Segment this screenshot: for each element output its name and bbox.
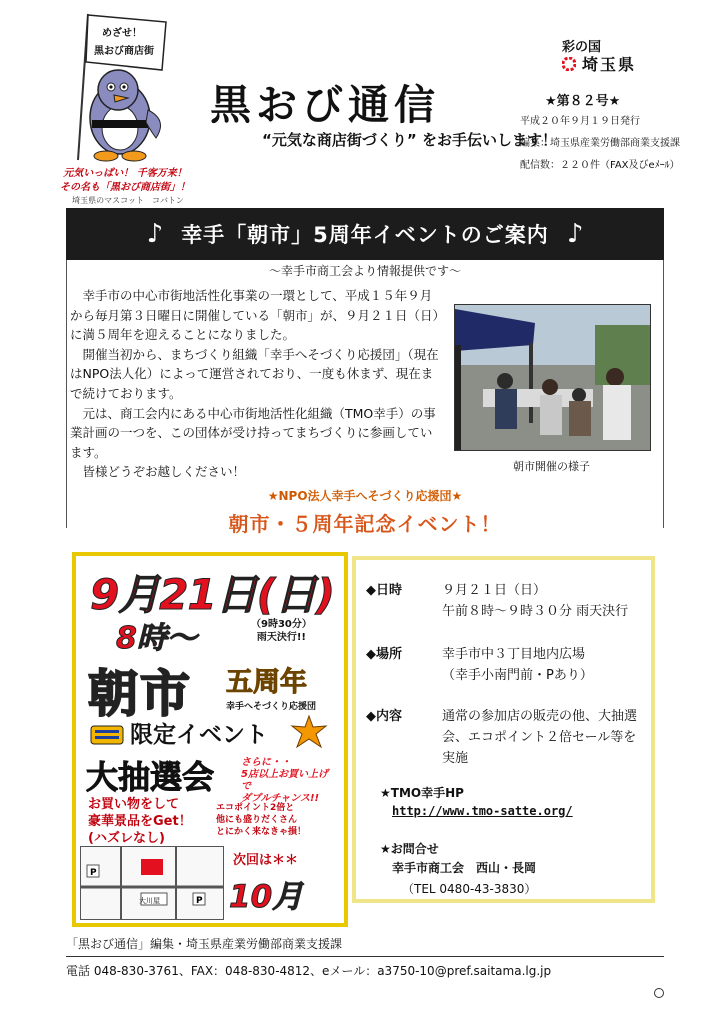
music-note-icon: ♪: [146, 219, 164, 249]
info-date-time: 午前８時～９時３０分 雨天決行: [442, 604, 629, 619]
npo-name: ★NPO法人幸手へそづくり応援団★: [267, 489, 463, 503]
mascot-illustration: [58, 10, 188, 170]
prefecture-name: [562, 52, 636, 75]
distribution-line: 配信数：２２０件（FAX及びeﾒｰﾙ）: [520, 160, 680, 171]
map-store-label: 大川屋: [139, 897, 160, 905]
poster-date: 9月21日(日): [90, 570, 335, 619]
article-body: [70, 286, 440, 482]
contact-phone: （TEL 0480-43-3830）: [402, 882, 537, 896]
editor-line: 編集：埼玉県産業労働部商業支援課: [520, 138, 680, 149]
poster-rain-note: 雨天決行!!: [256, 632, 306, 643]
photo-caption: 朝市開催の様子: [513, 460, 590, 473]
poster-time-note: [251, 618, 312, 644]
banner-title: 幸手「朝市」5周年イベントのご案内: [181, 223, 549, 247]
flag-text-1: めざせ！: [102, 28, 142, 39]
contact-organization: 幸手市商工会 西山・長岡: [392, 861, 537, 875]
footer: [66, 934, 664, 981]
burst-icon: [288, 714, 330, 750]
saitama-logo-icon: [562, 57, 576, 71]
slogan-line-2: その名も「黒おび商店街」！: [60, 182, 190, 193]
slogan-line-1: 元気いっぱい！ 千客万来！: [63, 168, 187, 179]
tmo-homepage-link[interactable]: http://www.tmo-satte.org/: [392, 804, 573, 818]
info-date-value: [442, 580, 652, 622]
poster-next-label: 次回は＊＊: [233, 853, 299, 868]
info-content-label: ◆内容: [366, 709, 402, 724]
poster-double-chance: [241, 757, 337, 805]
event-poster: [72, 552, 348, 927]
event-info-box: [352, 556, 655, 903]
poster-eco-2: 他にも盛りだくさん: [216, 815, 298, 825]
info-place-detail: （幸手小南門前・Pあり）: [442, 668, 593, 683]
newsletter-subtitle: “元気な商店街づくり” をお手伝いします！: [262, 131, 557, 149]
poster-further-2: 5店以上お買い上げで: [241, 769, 328, 792]
article-paragraph: 開催当初から、まちづくり組織「幸手へそづくり応援団」（現在はNPO法人化）によって運営されており、一度も休まず、現在まで続けております。: [70, 346, 439, 401]
poster-shopping-2: 豪華景品をGet！: [88, 814, 192, 829]
poster-lottery: 大抽選会: [86, 758, 215, 796]
music-note-icon: ♪: [566, 219, 584, 249]
poster-eco-note: [216, 802, 344, 838]
footer-editor: 「黒おび通信」編集・埼玉県産業労働部商業支援課: [66, 934, 664, 957]
prefecture-tagline: 彩の国: [562, 40, 602, 55]
article-paragraph: 幸手市の中心市街地活性化事業の一環として、平成１５年９月から毎月第３日曜日に開催している「朝市」が、９月２１日（日）に満５周年を迎えることになりました。: [70, 288, 439, 343]
poster-organizer: 幸手へそづくり応援団: [226, 702, 317, 712]
info-place-main: 幸手市中３丁目地内広場: [442, 647, 586, 662]
poster-prize-note: [88, 796, 192, 847]
info-content-value: 通常の参加店の販売の他、大抽選会、エコポイント２倍セール等を実施: [442, 709, 638, 766]
mascot-slogan: [50, 167, 200, 195]
hp-label: ★TMO幸手HP: [380, 786, 464, 800]
info-place-value: [442, 644, 652, 686]
info-date-label: ◆日時: [366, 583, 402, 598]
poster-eco-3: とにかく来なきゃ損！: [216, 827, 307, 837]
info-place-label: ◆場所: [366, 647, 402, 662]
mascot-caption: 埼玉県のマスコット コバトン: [72, 196, 184, 205]
poster-eco-1: エコポイント2倍と: [216, 803, 295, 813]
issue-number: ★第８２号★: [545, 94, 621, 109]
market-photo: [454, 304, 651, 451]
article-paragraph: 元は、商工会内にある中心市街地活性化組織（TMO幸手）の事業計画の一つを、この団体が受け持ってまちづくりに参画しています。: [70, 405, 436, 460]
contact-label: ★お問合せ: [380, 842, 439, 856]
section-banner: [66, 208, 664, 260]
info-provider: ～幸手市商工会より情報提供です～: [268, 264, 461, 278]
info-date-day: ９月２１日（日）: [442, 583, 547, 598]
page-marker-icon: [654, 988, 664, 998]
poster-shopping-1: お買い物をして: [88, 797, 180, 812]
poster-map: [80, 846, 224, 920]
map-parking-label: P: [196, 896, 203, 906]
poster-further-1: さらに・・: [241, 757, 291, 768]
issue-date: 平成２０年９月１９日発行: [520, 116, 640, 127]
newsletter-title: 黒おび通信: [210, 81, 440, 129]
poster-limited-event: 限定イベント: [130, 722, 268, 748]
poster-end-time: （9時30分）: [251, 619, 312, 630]
poster-further-3: ダブルチャンス!!: [241, 793, 320, 804]
poster-next-date: 10月: [229, 879, 304, 915]
poster-start-time: 8時～: [116, 621, 197, 656]
footer-contact: 電話 048-830-3761、FAX：048-830-4812、eメール：a3750-10@pref.saitama.lg.jp: [66, 964, 552, 978]
poster-anniversary: 五周年: [226, 667, 307, 698]
article-paragraph: 皆様どうぞお越しください！: [82, 464, 246, 480]
prefecture-name-text: 埼玉県: [582, 55, 637, 74]
event-title: 朝市・５周年記念イベント！: [228, 512, 502, 536]
ticket-icon: [88, 716, 126, 754]
flag-text-2: 黒おび商店街: [94, 46, 154, 57]
poster-shopping-3: (ハズレなし): [88, 831, 165, 846]
poster-asaichi: 朝市: [88, 665, 192, 723]
map-parking-label: P: [90, 868, 97, 878]
